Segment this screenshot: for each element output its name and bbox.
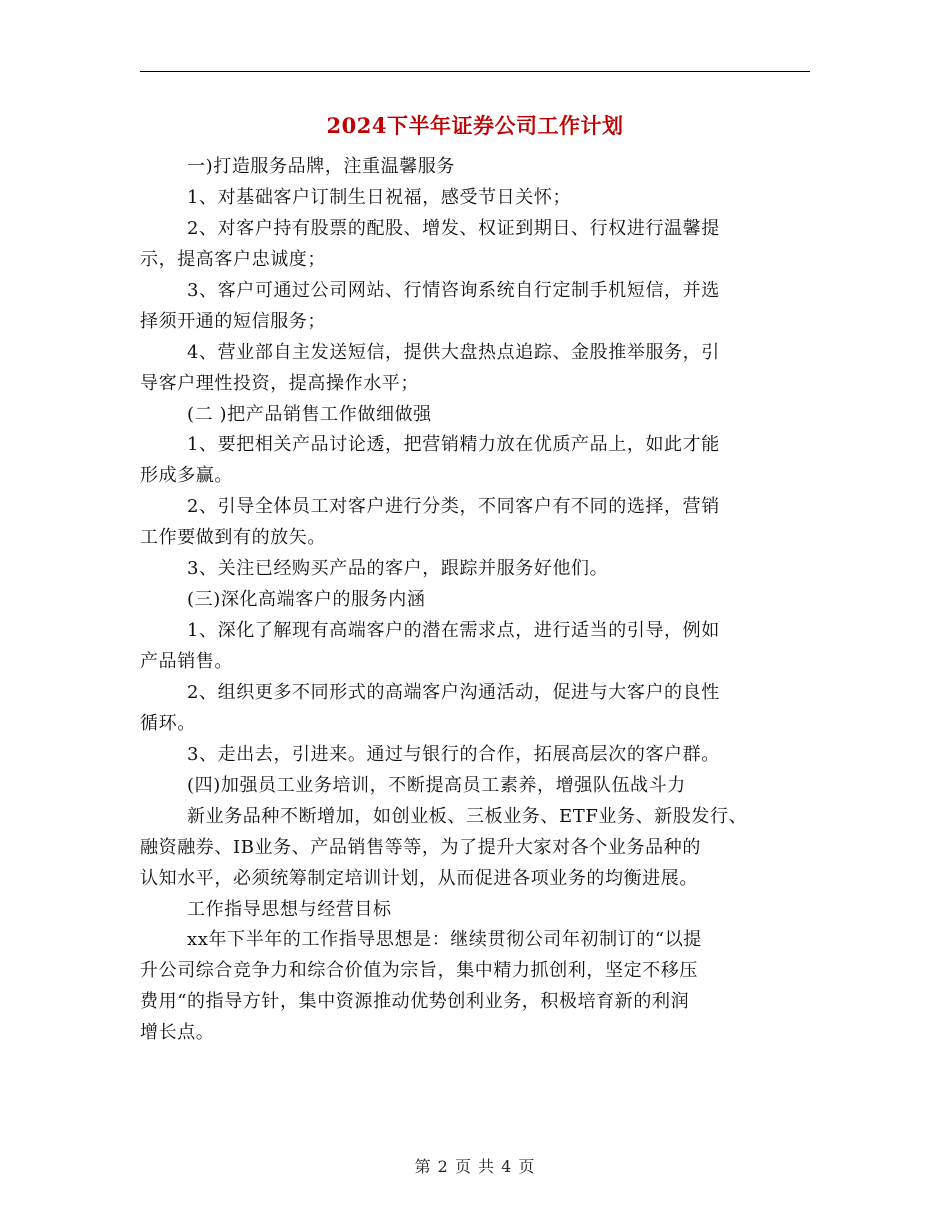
page-number-footer: 第 2 页 共 4 页 [414, 1157, 536, 1176]
paragraph-line: 3、关注已经购买产品的客户，跟踪并服务好他们。 [187, 558, 609, 580]
paragraph-line: 认知水平，必须统筹制定培训计划，从而促进各项业务的均衡进展。 [140, 867, 698, 889]
paragraph-line: 2、组织更多不同形式的高端客户沟通活动，促进与大客户的良性 [187, 681, 720, 703]
paragraph-line: 2、对客户持有股票的配股、增发、权证到期日、行权进行温馨提 [187, 217, 720, 239]
paragraph-line: 循环。 [140, 712, 196, 734]
paragraph-line: 融资融券、IB业务、产品销售等等，为了提升大家对各个业务品种的 [140, 836, 701, 858]
document-title: 2024下半年证券公司工作计划 [326, 113, 624, 138]
paragraph-line: 1、要把相关产品讨论透，把营销精力放在优质产品上，如此才能 [187, 434, 720, 456]
paragraph-line: 2、引导全体员工对客户进行分类，不同客户有不同的选择，营销 [187, 496, 720, 518]
section-heading-5: 工作指导思想与经营目标 [187, 898, 392, 920]
paragraph-line: 升公司综合竞争力和综合价值为宗旨，集中精力抓创利，坚定不移压 [140, 960, 698, 982]
paragraph-line: 增长点。 [140, 1022, 215, 1044]
section-heading-1: 一)打造服务品牌，注重温馨服务 [187, 156, 456, 177]
paragraph-line: 新业务品种不断增加，如创业板、三板业务、ETF业务、新股发行、 [187, 805, 748, 827]
section-heading-2: (二 )把产品销售工作做细做强 [187, 403, 432, 425]
paragraph-line: 费用“的指导方针，集中资源推动优势创利业务，积极培育新的利润 [140, 991, 690, 1013]
section-heading-3: (三)深化高端客户的服务内涵 [187, 589, 426, 611]
paragraph-line: 示，提高客户忠诚度； [140, 248, 326, 270]
paragraph-line: 3、客户可通过公司网站、行情咨询系统自行定制手机短信，并选 [187, 279, 720, 301]
paragraph-line: 工作要做到有的放矢。 [140, 527, 326, 549]
paragraph-line: 1、对基础客户订制生日祝福，感受节日关怀； [187, 186, 572, 208]
document-body [140, 152, 830, 1049]
paragraph-line: 3、走出去，引进来。通过与银行的合作，拓展高层次的客户群。 [187, 743, 720, 765]
paragraph-line: 择须开通的短信服务； [140, 310, 326, 332]
paragraph-line: 4、营业部自主发送短信，提供大盘热点追踪、金股推举服务，引 [187, 341, 720, 363]
paragraph-line: 导客户理性投资，提高操作水平； [140, 372, 419, 394]
paragraph-line: 形成多赢。 [140, 465, 233, 487]
paragraph-line: 产品销售。 [140, 651, 233, 672]
header-rule [140, 71, 810, 72]
paragraph-line: xx年下半年的工作指导思想是：继续贯彻公司年初制订的“以提 [187, 929, 702, 951]
paragraph-line: 1、深化了解现有高端客户的潜在需求点，进行适当的引导，例如 [187, 620, 720, 642]
section-heading-4: (四)加强员工业务培训，不断提高员工素养，增强队伍战斗力 [187, 774, 686, 796]
